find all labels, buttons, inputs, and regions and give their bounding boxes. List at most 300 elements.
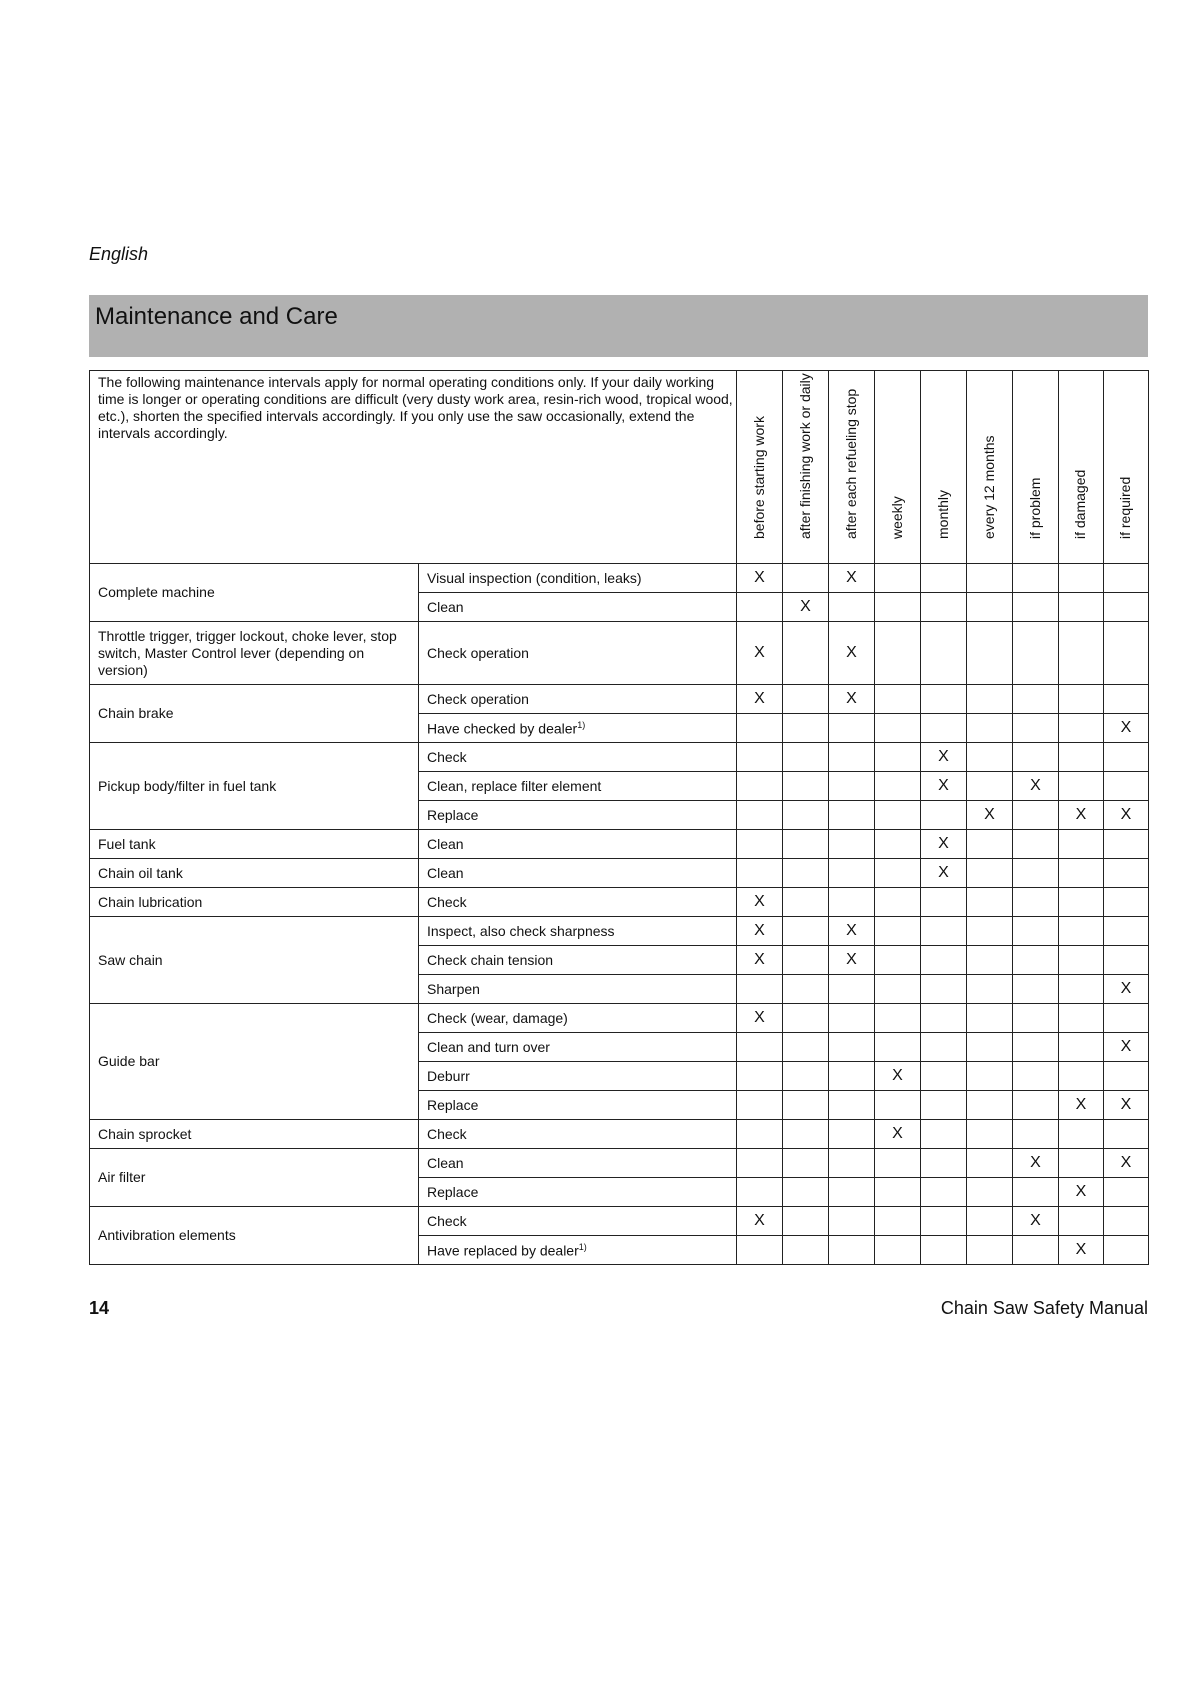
interval-cell (967, 1091, 1013, 1120)
interval-cell (783, 593, 829, 622)
task-cell (419, 801, 737, 830)
task-label: Have replaced by dealer (427, 1242, 579, 1259)
interval-cell (829, 593, 875, 622)
interval-cell (921, 888, 967, 917)
interval-cell (1104, 1149, 1149, 1178)
interval-mark: X (1120, 980, 1132, 997)
task-cell (419, 1120, 737, 1149)
interval-cell (1104, 830, 1149, 859)
task-cell (419, 1149, 737, 1178)
task-cell (419, 888, 737, 917)
interval-cell (1059, 743, 1104, 772)
interval-cell (829, 564, 875, 593)
interval-cell (783, 888, 829, 917)
interval-cell (921, 593, 967, 622)
interval-cell (967, 917, 1013, 946)
task-label: Check (427, 1126, 467, 1142)
interval-cell (737, 1033, 783, 1062)
interval-cell (1104, 1178, 1149, 1207)
interval-cell (737, 1178, 783, 1207)
interval-mark: X (754, 1212, 765, 1229)
interval-cell (967, 801, 1013, 830)
interval-cell (1104, 714, 1149, 743)
task-label: Check (427, 749, 467, 765)
interval-cell (783, 1207, 829, 1236)
task-cell (419, 714, 737, 743)
interval-cell (1013, 593, 1059, 622)
column-header-label: every 12 months (980, 435, 997, 539)
interval-cell (1104, 1004, 1149, 1033)
interval-cell (1104, 917, 1149, 946)
interval-cell (1059, 801, 1104, 830)
interval-mark: X (938, 748, 949, 765)
interval-cell (829, 1033, 875, 1062)
task-cell (419, 859, 737, 888)
table-row (90, 830, 1149, 859)
interval-cell (1013, 1120, 1059, 1149)
manual-title: Chain Saw Safety Manual (940, 1298, 1148, 1318)
interval-cell (1104, 975, 1149, 1004)
interval-cell (829, 1236, 875, 1265)
interval-cell (921, 917, 967, 946)
interval-mark: X (1120, 1038, 1132, 1055)
interval-cell (1104, 743, 1149, 772)
component-cell: Chain brake (90, 685, 419, 743)
interval-mark: X (1075, 1183, 1087, 1200)
interval-cell (737, 859, 783, 888)
interval-cell (967, 714, 1013, 743)
interval-cell (875, 685, 921, 714)
interval-cell (1059, 1004, 1104, 1033)
interval-cell (783, 1120, 829, 1149)
maintenance-table (89, 370, 1149, 1265)
interval-cell (829, 1091, 875, 1120)
task-label: Visual inspection (condition, leaks) (427, 570, 642, 586)
task-cell (419, 685, 737, 714)
interval-cell (1013, 1062, 1059, 1091)
interval-cell (783, 743, 829, 772)
interval-cell (921, 1178, 967, 1207)
interval-cell (875, 772, 921, 801)
interval-mark: X (754, 922, 765, 939)
interval-mark: X (1030, 1154, 1041, 1171)
interval-cell (783, 1149, 829, 1178)
interval-cell (1104, 801, 1149, 830)
task-label: Clean and turn over (427, 1039, 550, 1055)
interval-cell (875, 1149, 921, 1178)
interval-cell (783, 772, 829, 801)
interval-cell (1013, 1091, 1059, 1120)
interval-cell (737, 830, 783, 859)
interval-mark: X (1120, 719, 1132, 736)
interval-cell (967, 1178, 1013, 1207)
interval-cell (1059, 622, 1104, 685)
column-header-label: if required (1117, 476, 1133, 539)
interval-mark: X (1030, 777, 1041, 794)
interval-cell (875, 564, 921, 593)
task-cell (419, 830, 737, 859)
interval-cell (1013, 1149, 1059, 1178)
interval-cell (1059, 1120, 1104, 1149)
interval-mark: X (892, 1067, 903, 1084)
intro-text: The following maintenance intervals apply for normal operating conditions only. If your daily working time is longer or operating conditions are difficult (very dusty work area, resin-rich wood, tropical wood, etc.), shorten the specified intervals accordingly. If you only use the saw occasionally, extend the intervals accordingly. (90, 371, 737, 564)
interval-cell (967, 1033, 1013, 1062)
interval-cell (967, 1149, 1013, 1178)
table-row (90, 859, 1149, 888)
interval-cell (783, 564, 829, 593)
interval-cell (1013, 1178, 1059, 1207)
interval-cell (1013, 888, 1059, 917)
task-cell (419, 1033, 737, 1062)
task-label: Replace (427, 1097, 479, 1113)
task-cell (419, 1062, 737, 1091)
interval-cell (1059, 714, 1104, 743)
column-header-label: monthly (934, 489, 951, 539)
interval-mark: X (892, 1125, 903, 1142)
column-header (829, 371, 875, 564)
interval-cell (921, 743, 967, 772)
column-header-label: weekly (888, 496, 905, 539)
interval-cell (1013, 772, 1059, 801)
table-row (90, 1149, 1149, 1178)
interval-cell (1059, 1091, 1104, 1120)
interval-cell (1059, 859, 1104, 888)
task-cell (419, 1207, 737, 1236)
table-row (90, 564, 1149, 593)
footnote-marker: 1) (577, 719, 586, 730)
interval-cell (921, 975, 967, 1004)
interval-cell (829, 1120, 875, 1149)
interval-cell (1059, 888, 1104, 917)
component-cell: Guide bar (90, 1004, 419, 1120)
task-label: Check (wear, damage) (427, 1010, 568, 1026)
interval-cell (1013, 917, 1059, 946)
interval-mark: X (846, 951, 857, 968)
interval-cell (1059, 830, 1104, 859)
column-header (1013, 371, 1059, 564)
interval-cell (1059, 1236, 1104, 1265)
interval-cell (1104, 772, 1149, 801)
interval-cell (875, 859, 921, 888)
interval-mark: X (938, 864, 949, 881)
column-header-label: if damaged (1072, 469, 1088, 539)
interval-mark: X (1075, 1241, 1087, 1258)
column-header (875, 371, 921, 564)
interval-cell (783, 975, 829, 1004)
interval-mark: X (754, 644, 765, 661)
page-number: 14 (89, 1298, 110, 1318)
interval-cell (1059, 1033, 1104, 1062)
component-cell: Throttle trigger, trigger lockout, choke lever, stop switch, Master Control lever (depending on version) (90, 622, 419, 685)
table-row (90, 1004, 1149, 1033)
task-cell (419, 1091, 737, 1120)
task-cell (419, 917, 737, 946)
interval-cell (737, 975, 783, 1004)
interval-cell (921, 1091, 967, 1120)
component-cell: Antivibration elements (90, 1207, 419, 1265)
interval-cell (967, 1207, 1013, 1236)
interval-cell (921, 801, 967, 830)
interval-cell (921, 685, 967, 714)
interval-cell (967, 622, 1013, 685)
interval-cell (1013, 1236, 1059, 1265)
column-header (1059, 371, 1104, 564)
task-label: Check chain tension (427, 952, 554, 968)
interval-cell (737, 622, 783, 685)
component-cell: Chain sprocket (90, 1120, 419, 1149)
interval-cell (829, 801, 875, 830)
interval-cell (1104, 888, 1149, 917)
interval-cell (921, 1062, 967, 1091)
interval-cell (1013, 1004, 1059, 1033)
interval-cell (921, 564, 967, 593)
interval-cell (783, 1004, 829, 1033)
interval-cell (875, 888, 921, 917)
interval-cell (829, 1004, 875, 1033)
interval-cell (737, 1236, 783, 1265)
column-header (921, 371, 967, 564)
task-cell (419, 1178, 737, 1207)
section-title: Maintenance and Care (95, 303, 338, 330)
interval-cell (737, 593, 783, 622)
task-label: Clean (427, 836, 464, 852)
interval-cell (875, 622, 921, 685)
interval-mark: X (1120, 806, 1132, 823)
interval-cell (921, 830, 967, 859)
interval-cell (921, 1004, 967, 1033)
interval-cell (1104, 685, 1149, 714)
interval-cell (875, 830, 921, 859)
interval-cell (967, 564, 1013, 593)
interval-mark: X (754, 951, 765, 968)
interval-mark: X (800, 598, 811, 615)
interval-cell (1059, 772, 1104, 801)
interval-cell (783, 1091, 829, 1120)
interval-cell (829, 1178, 875, 1207)
interval-cell (875, 1062, 921, 1091)
interval-cell (737, 1091, 783, 1120)
interval-cell (829, 1207, 875, 1236)
task-cell (419, 772, 737, 801)
interval-cell (875, 1120, 921, 1149)
column-header-label: after each refueling stop (842, 388, 859, 539)
interval-mark: X (846, 690, 857, 707)
task-cell (419, 564, 737, 593)
interval-mark: X (754, 1009, 765, 1026)
interval-mark: X (754, 893, 765, 910)
interval-cell (1059, 685, 1104, 714)
interval-cell (1013, 564, 1059, 593)
interval-mark: X (754, 569, 765, 586)
interval-cell (829, 946, 875, 975)
interval-cell (737, 1062, 783, 1091)
interval-cell (921, 714, 967, 743)
interval-cell (875, 801, 921, 830)
table-row (90, 685, 1149, 714)
interval-cell (737, 564, 783, 593)
interval-cell (829, 685, 875, 714)
interval-cell (829, 1149, 875, 1178)
interval-cell (1104, 1120, 1149, 1149)
column-header-label: if problem (1026, 477, 1043, 539)
interval-cell (737, 946, 783, 975)
task-label: Replace (427, 1184, 479, 1200)
interval-mark: X (1120, 1096, 1132, 1113)
interval-cell (967, 1062, 1013, 1091)
interval-cell (875, 1236, 921, 1265)
interval-cell (829, 1062, 875, 1091)
interval-cell (967, 772, 1013, 801)
interval-cell (1013, 743, 1059, 772)
task-label: Sharpen (427, 981, 480, 997)
task-label: Deburr (427, 1068, 470, 1084)
interval-cell (1059, 946, 1104, 975)
interval-cell (921, 1149, 967, 1178)
interval-mark: X (846, 922, 857, 939)
interval-cell (737, 685, 783, 714)
interval-cell (1059, 1207, 1104, 1236)
component-cell: Fuel tank (90, 830, 419, 859)
interval-cell (1013, 801, 1059, 830)
interval-cell (1104, 1062, 1149, 1091)
interval-cell (783, 859, 829, 888)
task-label: Replace (427, 807, 479, 823)
interval-cell (737, 1149, 783, 1178)
interval-cell (829, 917, 875, 946)
interval-cell (921, 946, 967, 975)
interval-cell (967, 1236, 1013, 1265)
table-row (90, 1120, 1149, 1149)
interval-cell (1059, 564, 1104, 593)
interval-cell (875, 1207, 921, 1236)
interval-cell (1013, 830, 1059, 859)
interval-cell (875, 593, 921, 622)
interval-cell (967, 685, 1013, 714)
interval-cell (875, 1033, 921, 1062)
interval-cell (1059, 1149, 1104, 1178)
component-cell: Complete machine (90, 564, 419, 622)
interval-cell (921, 1207, 967, 1236)
interval-cell (875, 1091, 921, 1120)
task-label: Clean (427, 599, 464, 615)
interval-cell (1013, 859, 1059, 888)
task-cell (419, 1236, 737, 1265)
interval-cell (1104, 1091, 1149, 1120)
interval-cell (875, 1004, 921, 1033)
interval-cell (829, 975, 875, 1004)
table-row (90, 622, 1149, 685)
interval-cell (737, 772, 783, 801)
column-header (737, 371, 783, 564)
interval-cell (967, 946, 1013, 975)
interval-cell (783, 714, 829, 743)
interval-cell (1059, 975, 1104, 1004)
interval-cell (1059, 593, 1104, 622)
task-label: Inspect, also check sharpness (427, 923, 615, 939)
interval-cell (737, 888, 783, 917)
interval-cell (1013, 975, 1059, 1004)
interval-cell (783, 1062, 829, 1091)
component-cell: Pickup body/filter in fuel tank (90, 743, 419, 830)
interval-cell (1059, 1178, 1104, 1207)
interval-cell (1059, 1062, 1104, 1091)
task-cell (419, 743, 737, 772)
interval-mark: X (984, 806, 995, 823)
interval-cell (967, 1004, 1013, 1033)
task-label: Clean (427, 865, 464, 881)
interval-cell (967, 743, 1013, 772)
column-header-label: after finishing work or daily (796, 373, 813, 539)
interval-cell (1013, 685, 1059, 714)
interval-cell (1104, 564, 1149, 593)
task-label: Check operation (427, 691, 529, 707)
interval-cell (829, 830, 875, 859)
interval-mark: X (846, 569, 857, 586)
interval-cell (1013, 622, 1059, 685)
interval-cell (1104, 1207, 1149, 1236)
interval-cell (1013, 1033, 1059, 1062)
interval-cell (829, 772, 875, 801)
column-header (783, 371, 829, 564)
column-header-label: before starting work (750, 416, 767, 539)
interval-cell (783, 685, 829, 714)
interval-cell (737, 714, 783, 743)
interval-cell (967, 593, 1013, 622)
task-cell (419, 593, 737, 622)
language-label: English (89, 244, 149, 264)
interval-cell (1013, 1207, 1059, 1236)
interval-cell (1104, 1033, 1149, 1062)
task-cell (419, 946, 737, 975)
interval-cell (1104, 622, 1149, 685)
task-label: Have checked by dealer (427, 720, 578, 737)
interval-cell (875, 975, 921, 1004)
interval-mark: X (938, 777, 949, 794)
interval-cell (875, 714, 921, 743)
interval-cell (783, 946, 829, 975)
interval-cell (783, 1033, 829, 1062)
component-cell: Chain lubrication (90, 888, 419, 917)
interval-cell (967, 888, 1013, 917)
interval-cell (875, 946, 921, 975)
interval-cell (1013, 714, 1059, 743)
interval-cell (1104, 1236, 1149, 1265)
interval-cell (737, 917, 783, 946)
interval-cell (783, 801, 829, 830)
interval-cell (967, 830, 1013, 859)
interval-cell (829, 888, 875, 917)
interval-cell (1059, 917, 1104, 946)
interval-cell (783, 1236, 829, 1265)
interval-cell (829, 714, 875, 743)
interval-cell (921, 622, 967, 685)
interval-cell (875, 1178, 921, 1207)
table-row (90, 917, 1149, 946)
interval-cell (1104, 946, 1149, 975)
interval-cell (967, 1120, 1013, 1149)
table-row (90, 888, 1149, 917)
interval-cell (829, 622, 875, 685)
interval-cell (875, 917, 921, 946)
interval-cell (1104, 593, 1149, 622)
interval-cell (1104, 859, 1149, 888)
interval-mark: X (1120, 1154, 1132, 1171)
interval-cell (829, 859, 875, 888)
task-label: Check operation (427, 645, 529, 661)
interval-cell (737, 743, 783, 772)
component-cell: Air filter (90, 1149, 419, 1207)
interval-cell (783, 622, 829, 685)
